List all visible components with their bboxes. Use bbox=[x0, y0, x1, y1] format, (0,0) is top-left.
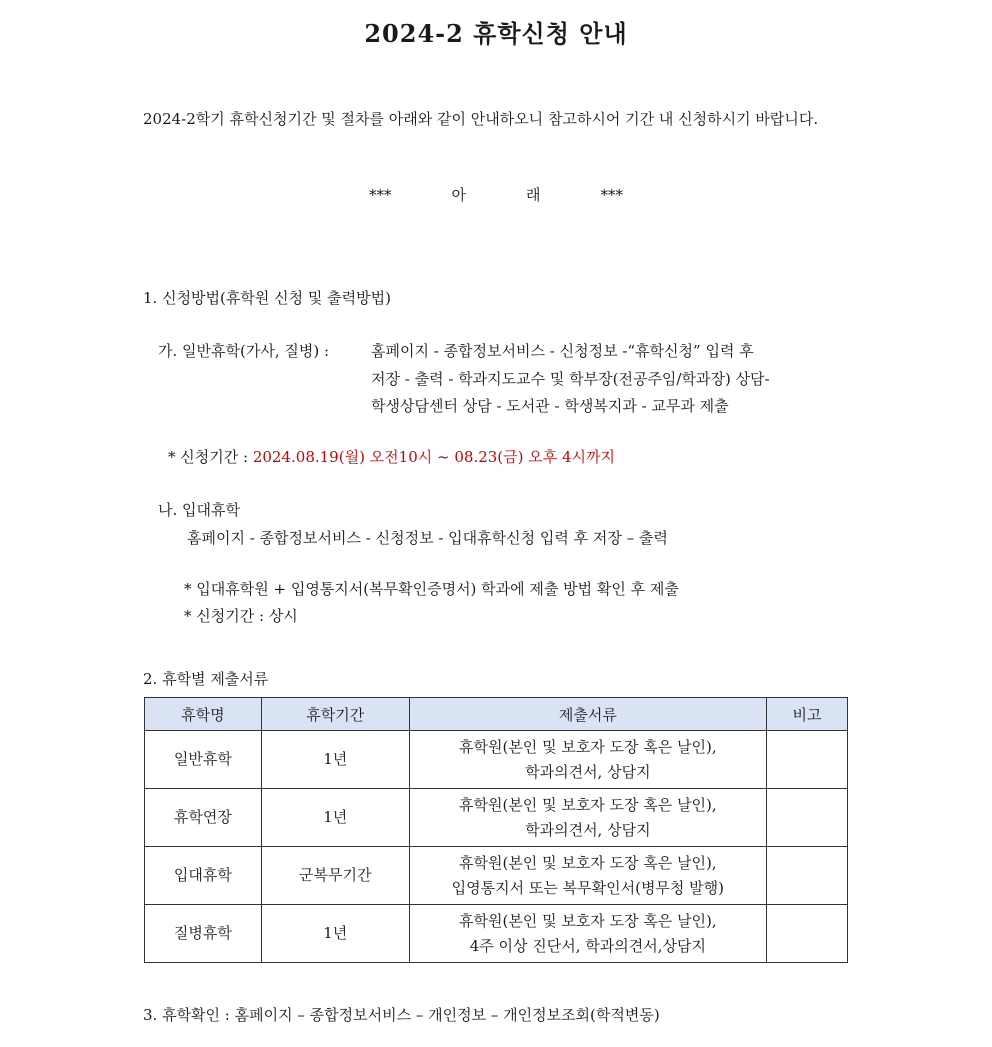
leave-remarks bbox=[767, 847, 848, 905]
leave-documents bbox=[409, 905, 766, 963]
section2-heading: 2. 휴학별 제출서류 bbox=[143, 670, 269, 688]
military-leave-note-1: * 입대휴학원 + 입영통지서(복무확인증명서) 학과에 제출 방법 확인 후 제출 bbox=[184, 580, 679, 598]
divider-char-a: 아 bbox=[451, 186, 466, 204]
leave-name: 질병휴학 bbox=[145, 905, 262, 963]
general-leave-line-1: 홈페이지 - 종합정보서비스 - 신청정보 -“휴학신청” 입력 후 bbox=[371, 342, 754, 360]
leave-period: 1년 bbox=[261, 905, 409, 963]
column-header-name: 휴학명 bbox=[145, 698, 262, 731]
leave-name: 휴학연장 bbox=[145, 789, 262, 847]
leave-period: 1년 bbox=[261, 789, 409, 847]
military-leave-note-2: * 신청기간 : 상시 bbox=[184, 607, 298, 625]
leave-documents bbox=[409, 789, 766, 847]
document-line: 학과의견서, 상담지 bbox=[525, 820, 651, 839]
section3-heading: 3. 휴학확인 : 홈페이지 – 종합정보서비스 – 개인정보 – 개인정보조회(학적변동) bbox=[143, 1006, 660, 1024]
notice-divider bbox=[0, 184, 992, 205]
stars-left: *** bbox=[369, 186, 392, 204]
document-line: 휴학원(본인 및 보호자 도장 혹은 날인), bbox=[459, 737, 717, 756]
leave-name: 입대휴학 bbox=[145, 847, 262, 905]
document-line: 학과의견서, 상담지 bbox=[525, 762, 651, 781]
divider-char-rae: 래 bbox=[526, 186, 541, 204]
leave-remarks bbox=[767, 731, 848, 789]
document-line: 4주 이상 진단서, 학과의견서,상담지 bbox=[469, 936, 706, 955]
general-leave-line-3: 학생상담센터 상담 - 도서관 - 학생복지과 - 교무과 제출 bbox=[371, 397, 729, 415]
documents-table bbox=[144, 697, 848, 963]
table-header-row bbox=[145, 698, 848, 731]
table-row bbox=[145, 789, 848, 847]
column-header-remarks: 비고 bbox=[767, 698, 848, 731]
general-leave-line-2: 저장 - 출력 - 학과지도교수 및 학부장(전공주임/학과장) 상담- bbox=[371, 370, 770, 388]
application-period-label: * 신청기간 : bbox=[168, 448, 249, 466]
column-header-period: 휴학기간 bbox=[261, 698, 409, 731]
leave-period: 1년 bbox=[261, 731, 409, 789]
military-leave-line: 홈페이지 - 종합정보서비스 - 신청정보 - 입대휴학신청 입력 후 저장 – 출력 bbox=[187, 529, 668, 547]
application-period bbox=[168, 446, 615, 467]
table-row bbox=[145, 731, 848, 789]
application-period-value: 2024.08.19(월) 오전10시 ~ 08.23(금) 오후 4시까지 bbox=[252, 448, 616, 466]
document-line: 휴학원(본인 및 보호자 도장 혹은 날인), bbox=[459, 853, 717, 872]
table-row bbox=[145, 847, 848, 905]
military-leave-label: 나. 입대휴학 bbox=[158, 501, 240, 519]
stars-right: *** bbox=[600, 186, 623, 204]
document-line: 입영통지서 또는 복무확인서(병무청 발행) bbox=[451, 878, 725, 897]
page-title: 2024-2 휴학신청 안내 bbox=[364, 19, 628, 48]
section1-heading: 1. 신청방법(휴학원 신청 및 출력방법) bbox=[143, 289, 391, 307]
leave-documents bbox=[409, 847, 766, 905]
column-header-documents: 제출서류 bbox=[409, 698, 766, 731]
leave-period: 군복무기간 bbox=[261, 847, 409, 905]
intro-text: 2024-2학기 휴학신청기간 및 절차를 아래와 같이 안내하오니 참고하시어 기간 내 신청하시기 바랍니다. bbox=[143, 110, 819, 128]
table-row bbox=[145, 905, 848, 963]
document-line: 휴학원(본인 및 보호자 도장 혹은 날인), bbox=[459, 911, 717, 930]
leave-name: 일반휴학 bbox=[145, 731, 262, 789]
document-line: 휴학원(본인 및 보호자 도장 혹은 날인), bbox=[459, 795, 717, 814]
leave-remarks bbox=[767, 905, 848, 963]
leave-remarks bbox=[767, 789, 848, 847]
leave-documents bbox=[409, 731, 766, 789]
general-leave-label: 가. 일반휴학(가사, 질병) : bbox=[158, 342, 330, 360]
